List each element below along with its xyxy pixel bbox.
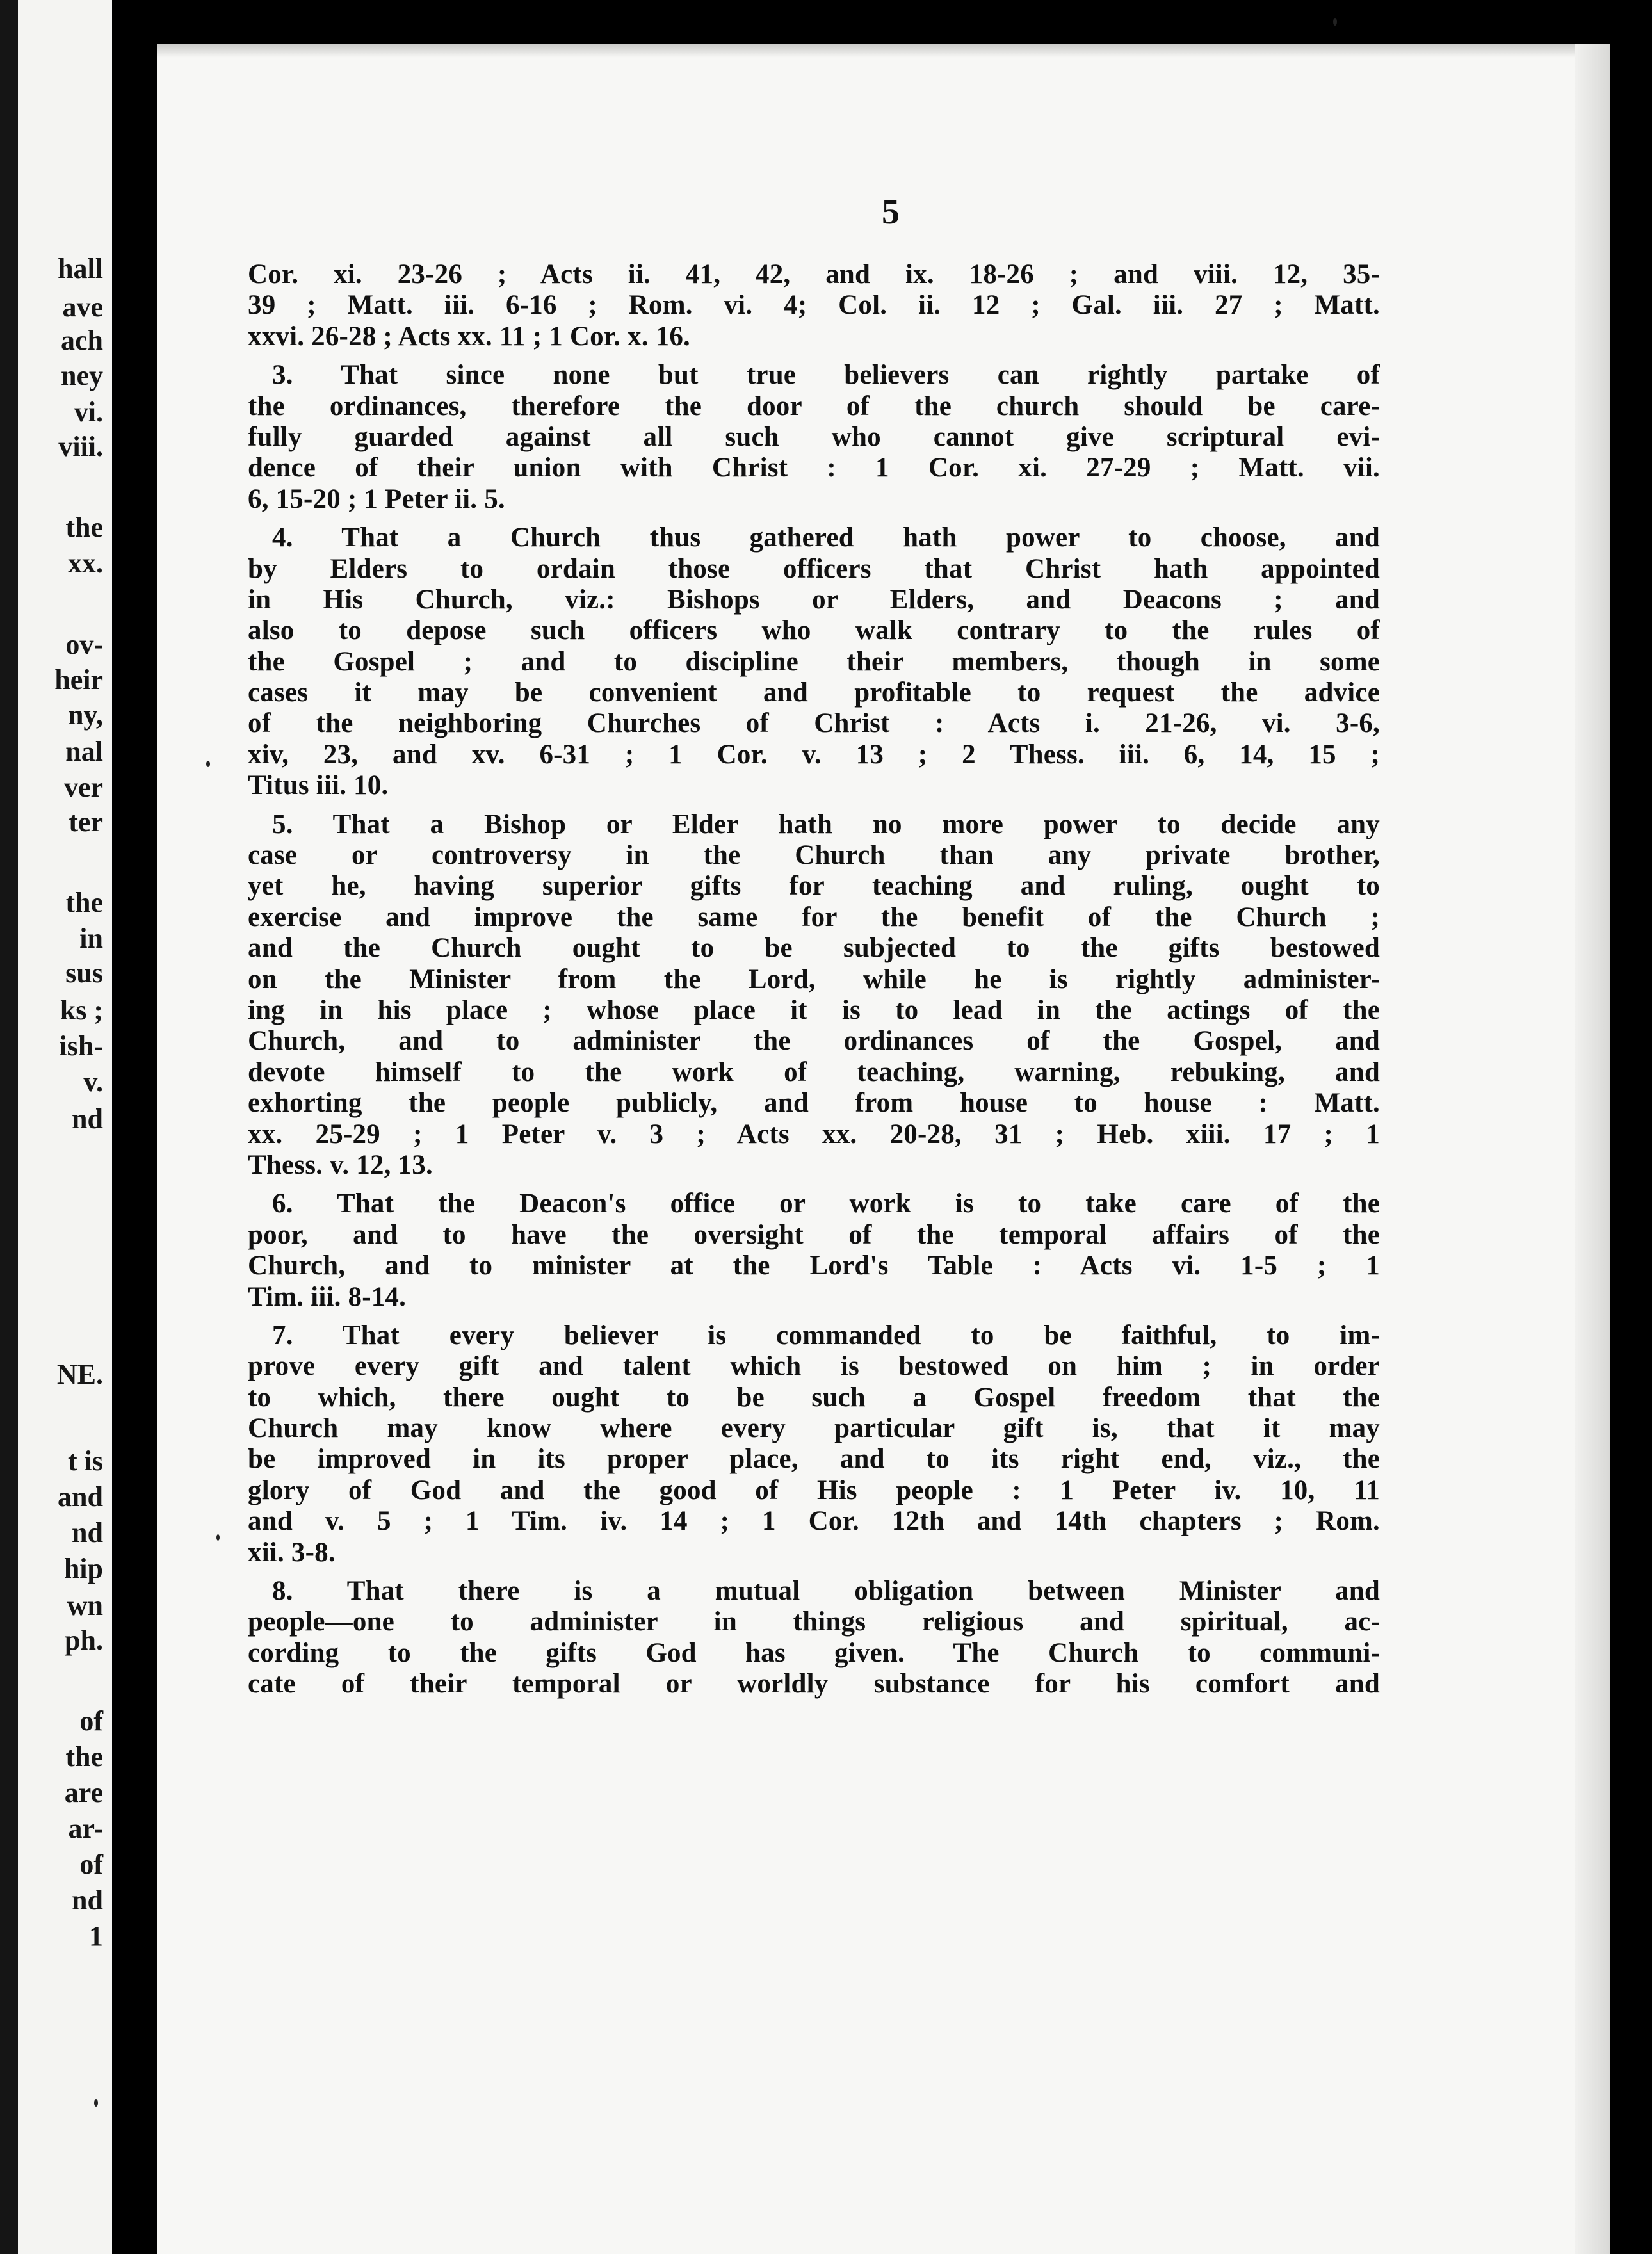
text-line: Church may know where every particular gift is, that it may [248,1413,1380,1444]
paragraph [248,360,1380,515]
text-line: Thess. v. 12, 13. [248,1149,433,1180]
paragraph-gap [248,1313,1380,1320]
text-line: Tim. iii. 8-14. [248,1281,407,1312]
paragraph [248,1188,1380,1313]
left-page-fragment: ar- [68,1813,103,1844]
left-page-fragment: wn [67,1590,103,1621]
text-line: also to depose such officers who walk contrary to the rules of [248,615,1380,646]
text-line: xiv, 23, and xv. 6-31 ; 1 Cor. v. 13 ; 2 Thess. iii. 6, 14, 15 ; [248,739,1380,770]
text-line: xx. 25-29 ; 1 Peter v. 3 ; Acts xx. 20-28, 31 ; Heb. xiii. 17 ; 1 [248,1119,1380,1149]
left-page-fragment: heir [54,664,103,695]
text-line: Titus iii. 10. [248,770,389,801]
body-text [248,259,1380,1700]
page-gutter-shadow [0,0,18,2254]
paragraph [248,259,1380,352]
left-page-fragment: sus [65,957,103,989]
left-page-fragment: hall [58,253,103,284]
left-page-fragment: t is [68,1445,103,1477]
text-line: and v. 5 ; 1 Tim. iv. 14 ; 1 Cor. 12th and 14th chapters ; Rom. [248,1506,1380,1537]
paragraph [248,809,1380,1181]
text-line: 4. That a Church thus gathered hath power to choose, and [272,523,1380,553]
text-line: Cor. xi. 23-26 ; Acts ii. 41, 42, and ix. 18-26 ; and viii. 12, 35- [248,259,1380,289]
text-line: on the Minister from the Lord, while he is rightly administer- [248,964,1380,994]
left-page-fragment: ny, [67,699,103,731]
text-line: 7. That every believer is commanded to be faithful, to im- [272,1320,1380,1350]
text-line: by Elders to ordain those officers that Christ hath appointed [248,553,1380,584]
text-line: cate of their temporal or worldly substance for his comfort and [248,1669,1380,1699]
left-page-fragment: ave [62,291,103,323]
text-line: exhorting the people publicly, and from house to house : Matt. [248,1088,1380,1119]
paragraph [248,1320,1380,1568]
left-page-fragment: ver [63,772,103,803]
left-page-fragment: hip [63,1553,103,1584]
text-line: dence of their union with Christ : 1 Cor. xi. 27-29 ; Matt. vii. [248,453,1380,483]
left-page-fragment: viii. [58,431,103,462]
left-page-fragment: nd [72,1517,103,1548]
left-page-fragment: nd [72,1103,103,1135]
text-line: yet he, having superior gifts for teaching and ruling, ought to [248,871,1380,902]
text-line: 5. That a Bishop or Elder hath no more power to decide any [272,809,1380,839]
text-line: exercise and improve the same for the benefit of the Church ; [248,902,1380,932]
paragraph-gap [248,515,1380,523]
left-page-fragment: the [65,512,103,543]
text-line: cases it may be convenient and profitable to request the advice [248,677,1380,708]
scan-speck [206,761,210,767]
left-page-fragment: and [58,1481,103,1512]
text-line: the ordinances, therefore the door of the church should be care- [248,391,1380,421]
text-line: in His Church, viz.: Bishops or Elders, and Deacons ; and [248,584,1380,615]
text-line: cording to the gifts God has given. The Church to communi- [248,1637,1380,1668]
paragraph [248,1576,1380,1700]
left-page-fragment: ph. [65,1625,103,1656]
left-page-fragment: ney [61,360,103,391]
paragraph-gap [248,1181,1380,1188]
scan-speck [1333,18,1337,26]
text-line: 6. That the Deacon's office or work is to take care of the [272,1188,1380,1219]
text-line: 39 ; Matt. iii. 6-16 ; Rom. vi. 4; Col. ii. 12 ; Gal. iii. 27 ; Matt. [248,290,1380,321]
left-page-fragment: ov- [65,629,103,660]
paragraph-gap [248,1568,1380,1576]
text-line: Church, and to minister at the Lord's Table : Acts vi. 1-5 ; 1 [248,1251,1380,1281]
left-page-fragment: ish- [59,1030,103,1062]
page-top-edge [157,44,1610,58]
left-page-fragment: 1 [89,1920,103,1952]
text-line: poor, and to have the oversight of the temporal affairs of the [248,1219,1380,1250]
text-line: glory of God and the good of His people : 1 Peter iv. 10, 11 [248,1475,1380,1505]
text-line: 3. That since none but true believers can rightly partake of [272,360,1380,391]
text-line: people—one to administer in things religious and spiritual, ac- [248,1607,1380,1637]
left-page-fragment: vi. [74,396,103,428]
left-page-fragment: NE. [56,1359,103,1390]
left-page-fragment: of [79,1705,103,1737]
left-page-fragment: of [79,1849,103,1880]
text-line: the Gospel ; and to discipline their members, though in some [248,646,1380,677]
text-line: 6, 15-20 ; 1 Peter ii. 5. [248,483,505,514]
text-line: devote himself to the work of teaching, warning, rebuking, and [248,1057,1380,1087]
paragraph-gap [248,352,1380,360]
paragraph-gap [248,802,1380,809]
scan-speck [94,2099,98,2107]
text-line: xxvi. 26-28 ; Acts xx. 11 ; 1 Cor. x. 16. [248,321,690,352]
left-page-fragment: nal [65,736,103,767]
page-number: 5 [882,192,900,232]
left-page-fragment: in [79,923,103,954]
left-page-fragment: v. [83,1066,103,1098]
left-page-fragment: the [65,1741,103,1772]
text-line: case or controversy in the Church than any private brother, [248,840,1380,871]
text-line: ing in his place ; whose place it is to lead in the actings of the [248,994,1380,1025]
left-page-fragment: ks ; [60,994,103,1026]
left-page-fragment: xx. [68,547,103,579]
text-line: xii. 3-8. [248,1537,336,1568]
scan-speck [216,1534,220,1541]
text-line: to which, there ought to be such a Gospel freedom that the [248,1382,1380,1413]
text-line: prove every gift and talent which is bestowed on him ; in order [248,1351,1380,1382]
text-line: of the neighboring Churches of Christ : Acts i. 21-26, vi. 3-6, [248,708,1380,739]
text-line: fully guarded against all such who cannot give scriptural evi- [248,421,1380,452]
left-page-fragment: are [64,1777,103,1808]
text-line: 8. That there is a mutual obligation between Minister and [272,1576,1380,1607]
page-right-edge [1575,44,1610,2254]
text-line: and the Church ought to be subjected to the gifts bestowed [248,933,1380,964]
paragraph [248,523,1380,802]
text-line: Church, and to administer the ordinances of the Gospel, and [248,1026,1380,1057]
left-facing-page [0,0,112,2254]
left-page-fragment: the [65,887,103,918]
left-page-fragment: ter [69,806,103,838]
left-page-fragment: nd [72,1885,103,1916]
text-line: be improved in its proper place, and to its right end, viz., the [248,1444,1380,1475]
left-page-fragment: ach [61,325,103,356]
